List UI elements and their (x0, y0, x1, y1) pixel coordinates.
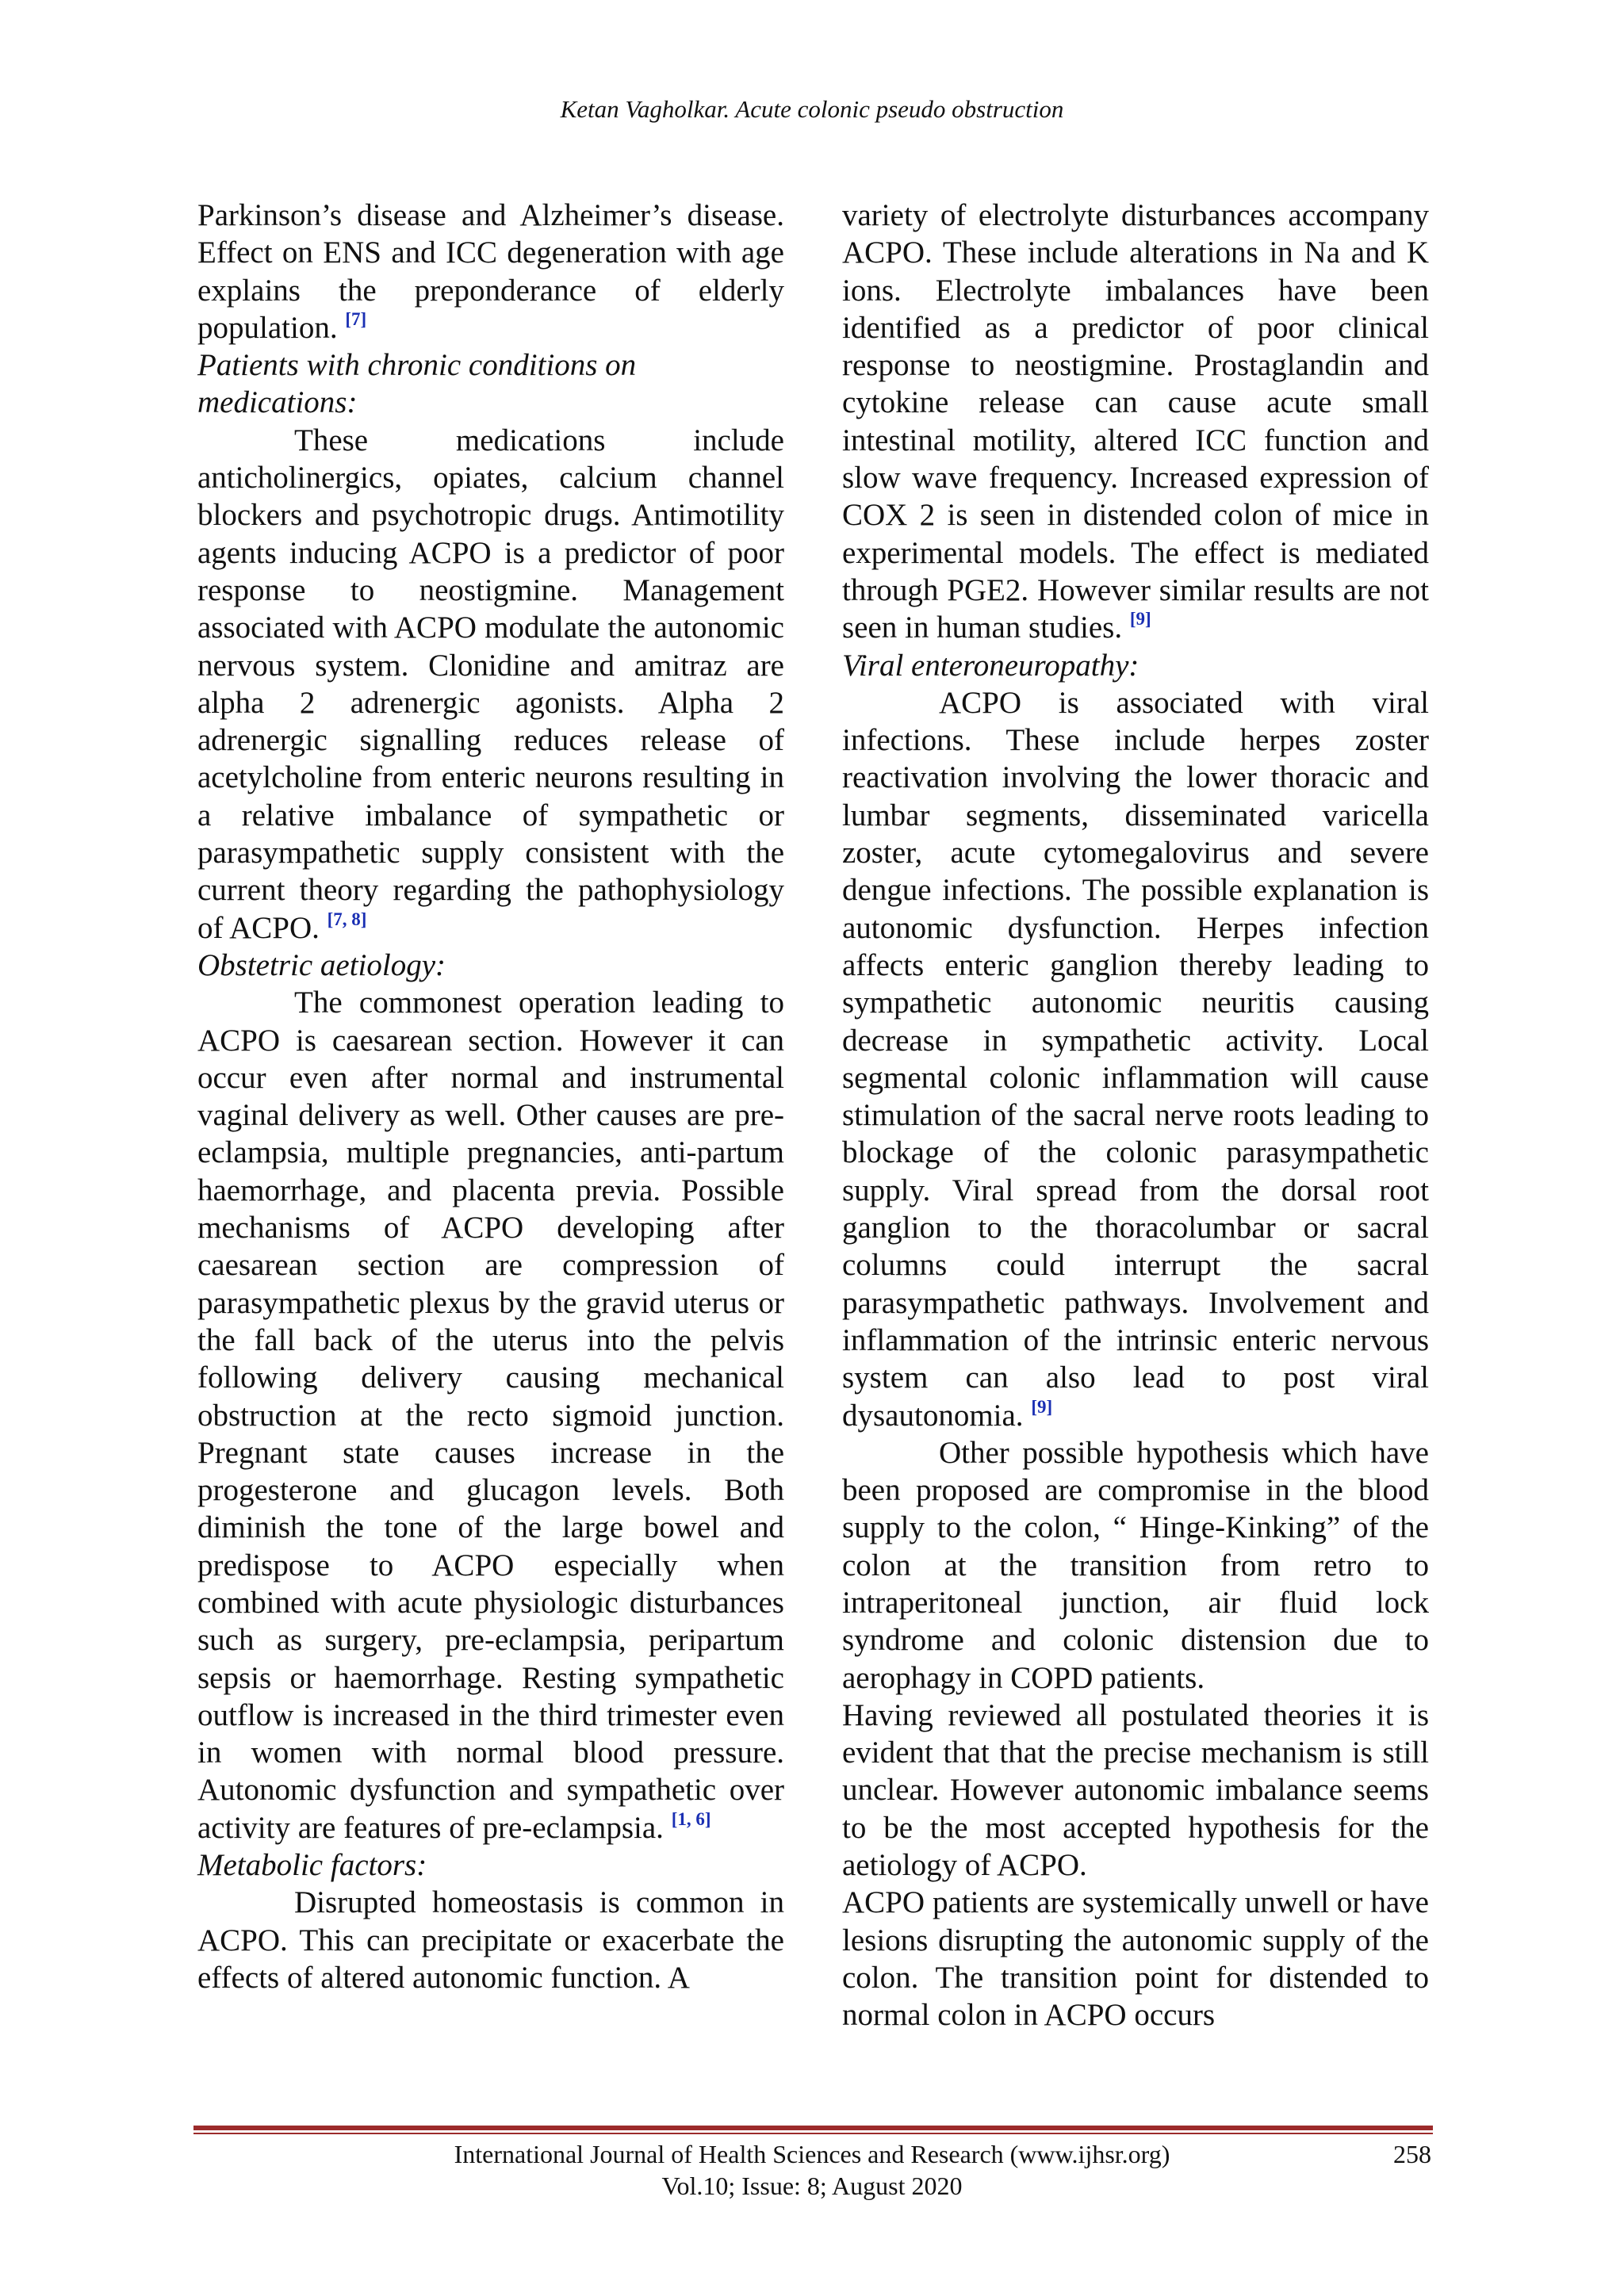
section-heading: Obstetric aetiology: (197, 947, 446, 982)
page-number: 258 (1393, 2140, 1431, 2168)
citation-link[interactable]: [7] (345, 308, 367, 329)
section-heading: Patients with chronic conditions on medications: (197, 348, 637, 420)
footer-issue: Vol.10; Issue: 8; August 2020 (661, 2172, 963, 2200)
paragraph (842, 1697, 1429, 1884)
paragraph-text: Parkinson’s disease and Alzheimer’s disease. Effect on ENS and ICC degeneration with age explains the preponderance of elderly population. (197, 198, 784, 345)
footer-journal: International Journal of Health Sciences and Research (www.ijhsr.org) (454, 2140, 1170, 2168)
paragraph (197, 984, 784, 1846)
paragraph-text: variety of electrolyte disturbances accompany ACPO. These include alterations in Na and K ions. Electrolyte imbalances have been identified as a predictor of poor clinical response to neostigmine. Prostaglandin and cytokine release can cause acute small intestinal motility, altered ICC function and slow wave frequency. Increased expression of COX 2 is seen in distended colon of mice in experimental models. The effect is mediated through PGE2. However similar results are not seen in human studies. (842, 198, 1429, 645)
citation-link[interactable]: [1, 6] (671, 1808, 711, 1829)
paragraph (842, 197, 1429, 647)
footer-rule-thin (193, 2133, 1433, 2134)
paragraph (842, 1884, 1429, 2034)
paragraph-text: ACPO patients are systemically unwell or have lesions disrupting the autonomic supply of the colon. The transition point for distended to normal colon in ACPO occurs (842, 1885, 1429, 2033)
paragraph-text: The commonest operation leading to ACPO is caesarean section. However it can occur even after normal and instrumental vaginal delivery as well. Other causes are pre-eclampsia, multiple pregnancies, anti-partum haemorrhage, and placenta previa. Possible mechanisms of ACPO developing after caesarean section are compression of parasympathetic plexus by the gravid uterus or the fall back of the uterus into the pelvis following delivery causing mechanical obstruction at the recto sigmoid junction. Pregnant state causes increase in the progesterone and glucagon levels. Both diminish the tone of the large bowel and predispose to ACPO especially when combined with acute physiologic disturbances such as surgery, pre-eclampsia, peripartum sepsis or haemorrhage. Resting sympathetic outflow is increased in the third trimester even in women with normal blood pressure. Autonomic dysfunction and sympathetic over activity are features of pre-eclampsia. (197, 985, 784, 1845)
section-heading: Metabolic factors: (197, 1848, 427, 1883)
section-heading: Viral enteroneuropathy: (842, 648, 1139, 683)
paragraph-text: ACPO is associated with viral infections. These include herpes zoster reactivation involving the lower thoracic and lumbar segments, disseminated varicella zoster, acute cytomegalovirus and severe dengue infections. The possible explanation is autonomic dysfunction. Herpes infection affects enteric ganglion thereby leading to sympathetic autonomic neuritis causing decrease in sympathetic activity. Local segmental colonic inflammation will cause stimulation of the sacral nerve roots leading to blockage of the colonic parasympathetic supply. Viral spread from the dorsal root ganglion to the thoracolumbar or sacral columns could interrupt the sacral parasympathetic pathways. Involvement and inflammation of the intrinsic enteric nervous system can also lead to post viral dysautonomia. (842, 685, 1429, 1433)
footer-rule (193, 2126, 1433, 2130)
paragraph-text: Other possible hypothesis which have been proposed are compromise in the blood supply to the colon, “ Hinge-Kinking” of the colon at the transition from retro to intraperitoneal junction, air fluid lock syndrome and colonic distension due to aerophagy in COPD patients. (842, 1435, 1429, 1695)
running-header: Ketan Vagholkar. Acute colonic pseudo obstruction (560, 95, 1064, 123)
citation-link[interactable]: [7, 8] (327, 909, 367, 929)
citation-link[interactable]: [9] (1031, 1396, 1053, 1417)
right-column (842, 197, 1429, 2034)
paragraph (197, 197, 784, 346)
paragraph (197, 1884, 784, 1996)
left-column (197, 197, 784, 1996)
paragraph-text: These medications include anticholinergics, opiates, calcium channel blockers and psychotropic drugs. Antimotility agents inducing ACPO is a predictor of poor response to neostigmine. Management associated with ACPO modulate the autonomic nervous system. Clonidine and amitraz are alpha 2 adrenergic agonists. Alpha 2 adrenergic signalling reduces release of acetylcholine from enteric neurons resulting in a relative imbalance of sympathetic or parasympathetic supply consistent with the current theory regarding the pathophysiology of ACPO. (197, 423, 784, 945)
paragraph-text: Disrupted homeostasis is common in ACPO. This can precipitate or exacerbate the effects of altered autonomic function. A (197, 1885, 784, 1995)
paragraph (197, 422, 784, 947)
paragraph-text: Having reviewed all postulated theories it is evident that that the precise mechanism is still unclear. However autonomic imbalance seems to be the most accepted hypothesis for the aetiology of ACPO. (842, 1697, 1429, 1883)
paragraph (842, 684, 1429, 1434)
paragraph (842, 1434, 1429, 1697)
citation-link[interactable]: [9] (1129, 609, 1151, 629)
